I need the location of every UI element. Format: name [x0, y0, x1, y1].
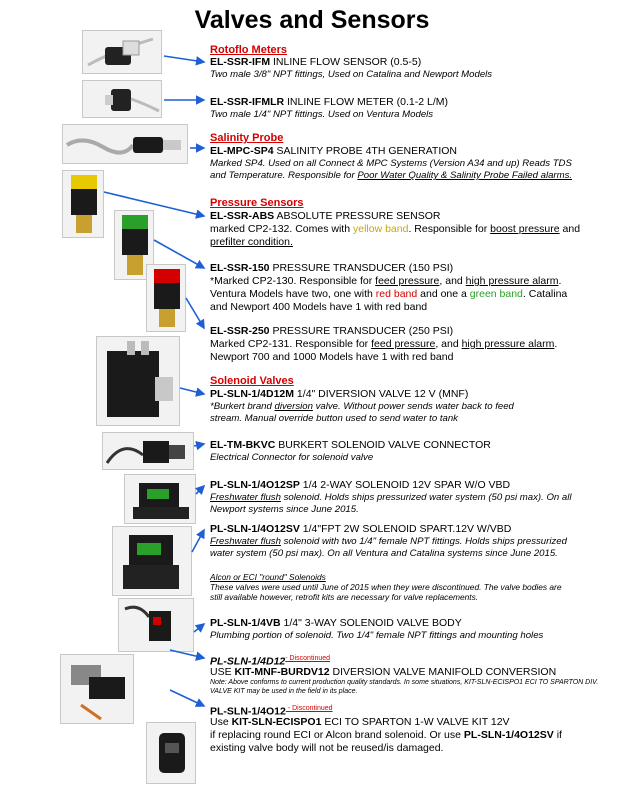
item-p250-name: PRESSURE TRANSDUCER (250 PSI): [269, 325, 454, 337]
manifold-valve-photo: [60, 654, 134, 724]
item-o12sv-d1b: solenoid with two 1/4" female NPT fittings. Holds ships pressurized: [280, 536, 567, 547]
item-d12-use: [210, 666, 556, 679]
item-mnf-d1c: valve. Without power sends water back to feed: [312, 401, 514, 412]
flow-meter-photo: [82, 80, 162, 118]
item-sp4-desc-2b: Poor Water Quality & Salinity Probe Failed alarms.: [357, 170, 573, 181]
item-o12sp-code: PL-SLN-1/4O12SP: [210, 479, 300, 491]
item-ifmlr-code: EL-SSR-IFMLR: [210, 96, 285, 108]
item-sp4-title: [210, 145, 457, 158]
item-o12sp-name: 1/4 2-WAY SOLENOID 12V SPAR W/O VBD: [299, 479, 511, 491]
item-p150-d2c: and one a: [417, 288, 470, 300]
item-o12sv-desc-1: [210, 536, 567, 548]
item-d12-use-b: KIT-MNF-BURDV12: [234, 666, 330, 678]
item-o12sv-name: 1/4"FPT 2W SOLENOID SPART.12V W/VBD: [299, 523, 512, 535]
item-sp4-name: SALINITY PROBE 4TH GENERATION: [273, 145, 457, 157]
item-o12sp-title: [210, 479, 510, 492]
section-heading-solenoid: Solenoid Valves: [210, 375, 294, 387]
valve-connector-photo: [102, 432, 194, 470]
item-abs-d1d: boost pressure: [490, 223, 560, 235]
alcon-desc-2: still available however, retrofit kits are necessary for valve replacements.: [210, 592, 479, 602]
item-vb-name: 1/4" 3-WAY SOLENOID VALVE BODY: [280, 617, 462, 629]
item-bkvc-desc: Electrical Connector for solenoid valve: [210, 452, 374, 463]
item-ifm-desc: Two male 3/8" NPT fittings, Used on Catalina and Newport Models: [210, 69, 493, 80]
item-o12sp-desc-1: [210, 492, 572, 504]
item-mnf-desc-2: stream. Manual override button used to send water to tank: [210, 413, 458, 424]
item-bkvc-code: EL-TM-BKVC: [210, 439, 276, 451]
item-abs-d1b: yellow band: [352, 223, 409, 235]
solenoid-spar-photo: [124, 474, 196, 524]
item-bkvc-name: BURKERT SOLENOID VALVE CONNECTOR: [275, 439, 491, 451]
item-p150-d1a: *Marked CP2-130. Responsible for: [210, 275, 376, 287]
item-abs-title: [210, 210, 440, 223]
eci-solenoid-photo: [146, 722, 196, 784]
item-o12-l2c: if: [553, 729, 562, 741]
item-bkvc-title: [210, 439, 491, 452]
item-o12sv-code: PL-SLN-1/4O12SV: [210, 523, 300, 535]
item-vb-title: [210, 617, 462, 630]
item-o12sv-d1a: Freshwater flush: [210, 536, 281, 547]
item-o12-l1c: ECI TO SPARTON 1-W VALVE KIT 12V: [321, 716, 510, 728]
item-o12-l2a: if replacing round ECI or Alcon brand solenoid. Or use: [210, 729, 464, 741]
item-d12-use-c: DIVERSION VALVE MANIFOLD CONVERSION: [329, 666, 557, 678]
item-p150-d1d: high pressure alarm: [465, 275, 559, 287]
item-p250-desc-2: Newport 700 and 1000 Models have 1 with red band: [210, 351, 454, 363]
pressure-transducer-red-photo: [146, 264, 186, 332]
item-mnf-d1a: *Burkert brand: [210, 401, 275, 412]
item-p150-desc-1: [210, 275, 561, 288]
item-sp4-desc-2a: and Temperature. Responsible for: [210, 170, 358, 181]
item-p150-d1b: feed pressure: [375, 275, 440, 287]
item-p150-d2a: Ventura Models have two, one with: [210, 288, 376, 300]
solenoid-spart-photo: [112, 526, 192, 596]
section-heading-rotoflo: Rotoflo Meters: [210, 44, 287, 56]
item-vb-code: PL-SLN-1/4VB: [210, 617, 281, 629]
item-ifm-name: INLINE FLOW SENSOR (0.5-5): [270, 56, 422, 68]
item-o12sp-desc-2: Newport systems since June 2015.: [210, 504, 359, 515]
item-p250-title: [210, 325, 453, 338]
item-o12sp-d1a: Freshwater flush: [210, 492, 281, 503]
item-p250-desc-1: [210, 338, 557, 351]
item-ifm-title: [210, 56, 421, 69]
item-sp4-code: EL-MPC-SP4: [210, 145, 274, 157]
item-p150-code: EL-SSR-150: [210, 262, 270, 274]
item-mnf-d1b: diversion: [274, 401, 313, 412]
item-abs-name: ABSOLUTE PRESSURE SENSOR: [274, 210, 441, 222]
page-title: Valves and Sensors: [194, 6, 430, 34]
diversion-valve-photo: [96, 336, 180, 426]
flow-sensor-photo: [82, 30, 162, 74]
item-o12-line-1: [210, 716, 510, 729]
alcon-desc-1: These valves were used until June of 2015 when they were discontinued. The valve bodies are: [210, 582, 562, 592]
item-p250-d1a: Marked CP2-131. Responsible for: [210, 338, 372, 350]
item-p150-name: PRESSURE TRANSDUCER (150 PSI): [269, 262, 454, 274]
item-p250-d1d: high pressure alarm: [461, 338, 555, 350]
item-p150-desc-2: [210, 288, 567, 301]
item-o12-l1b: KIT-SLN-ECISPO1: [231, 716, 322, 728]
item-o12-disc: - Discontinued: [285, 705, 333, 712]
item-o12sv-title: [210, 523, 511, 536]
item-o12-line-3: existing valve body will not be reused/is damaged.: [210, 742, 444, 754]
item-p250-d1e: .: [554, 338, 558, 350]
item-d12-note-1: Note: Above conforms to current production quality standards. In some situations, KIT-SLN-ECISPO1 ECI TO SPARTON DIV.: [210, 679, 599, 686]
item-p150-title: [210, 262, 453, 275]
item-o12-code: PL-SLN-1/4O12: [210, 705, 286, 718]
item-o12-l2b: PL-SLN-1/4O12SV: [463, 729, 554, 741]
item-p150-desc-3: and Newport 400 Models have 1 with red band: [210, 301, 428, 313]
item-mnf-desc-1: [210, 401, 514, 413]
item-o12sp-d1b: solenoid. Holds ships pressurized water system (50 psi max). On all: [280, 492, 572, 503]
item-p250-d1c: , and: [435, 338, 462, 350]
item-sp4-desc-2: [210, 170, 572, 182]
item-o12-line-2: [210, 729, 562, 742]
salinity-probe-photo: [62, 124, 188, 164]
item-mnf-title: [210, 388, 468, 401]
section-heading-salinity: Salinity Probe: [210, 132, 284, 144]
item-d12-note-2: VALVE KIT may be used in the field in its place.: [210, 688, 358, 695]
item-p250-d1b: feed pressure: [371, 338, 436, 350]
item-o12-l1a: Use: [210, 716, 232, 728]
item-p150-d1e: .: [558, 275, 562, 287]
item-mnf-code: PL-SLN-1/4D12M: [210, 388, 295, 400]
item-abs-d1e: and: [559, 223, 581, 235]
item-abs-d1c: . Responsible for: [408, 223, 491, 235]
item-sp4-desc-1: Marked SP4. Used on all Connect & MPC Systems (Version A34 and up) Reads TDS: [210, 158, 572, 169]
item-p150-d2e: . Catalina: [522, 288, 568, 300]
item-abs-desc-1: [210, 223, 580, 236]
item-ifm-code: EL-SSR-IFM: [210, 56, 271, 68]
item-vb-desc: Plumbing portion of solenoid. Two 1/4" female NPT fittings and mounting holes: [210, 630, 544, 641]
item-abs-d1a: marked CP2-132. Comes with: [210, 223, 353, 235]
valve-body-photo: [118, 598, 194, 652]
item-p150-d1c: , and: [439, 275, 466, 287]
item-mnf-name: 1/4" DIVERSION VALVE 12 V (MNF): [294, 388, 469, 400]
item-d12-disc: - Discontinued: [285, 655, 331, 662]
item-ifmlr-name: INLINE FLOW METER (0.1-2 L/M): [284, 96, 449, 108]
item-p250-code: EL-SSR-250: [210, 325, 270, 337]
section-heading-pressure: Pressure Sensors: [210, 197, 304, 209]
alcon-heading: Alcon or ECI "round" Solenoids: [210, 572, 326, 582]
item-p150-d2d: green band: [469, 288, 523, 300]
pressure-sensor-yellow-photo: [62, 170, 104, 238]
item-p150-d2b: red band: [375, 288, 418, 300]
item-abs-code: EL-SSR-ABS: [210, 210, 275, 222]
item-ifmlr-desc: Two male 1/4" NPT fittings. Used on Ventura Models: [210, 109, 434, 120]
item-d12-code: PL-SLN-1/4D12: [210, 655, 286, 668]
item-o12sv-desc-2: water system (50 psi max). On all Ventura and Catalina systems since June 2015.: [210, 548, 558, 559]
item-abs-desc-2: prefilter condition.: [210, 236, 293, 248]
item-ifmlr-title: [210, 96, 448, 109]
item-d12-use-a: USE: [210, 666, 235, 678]
